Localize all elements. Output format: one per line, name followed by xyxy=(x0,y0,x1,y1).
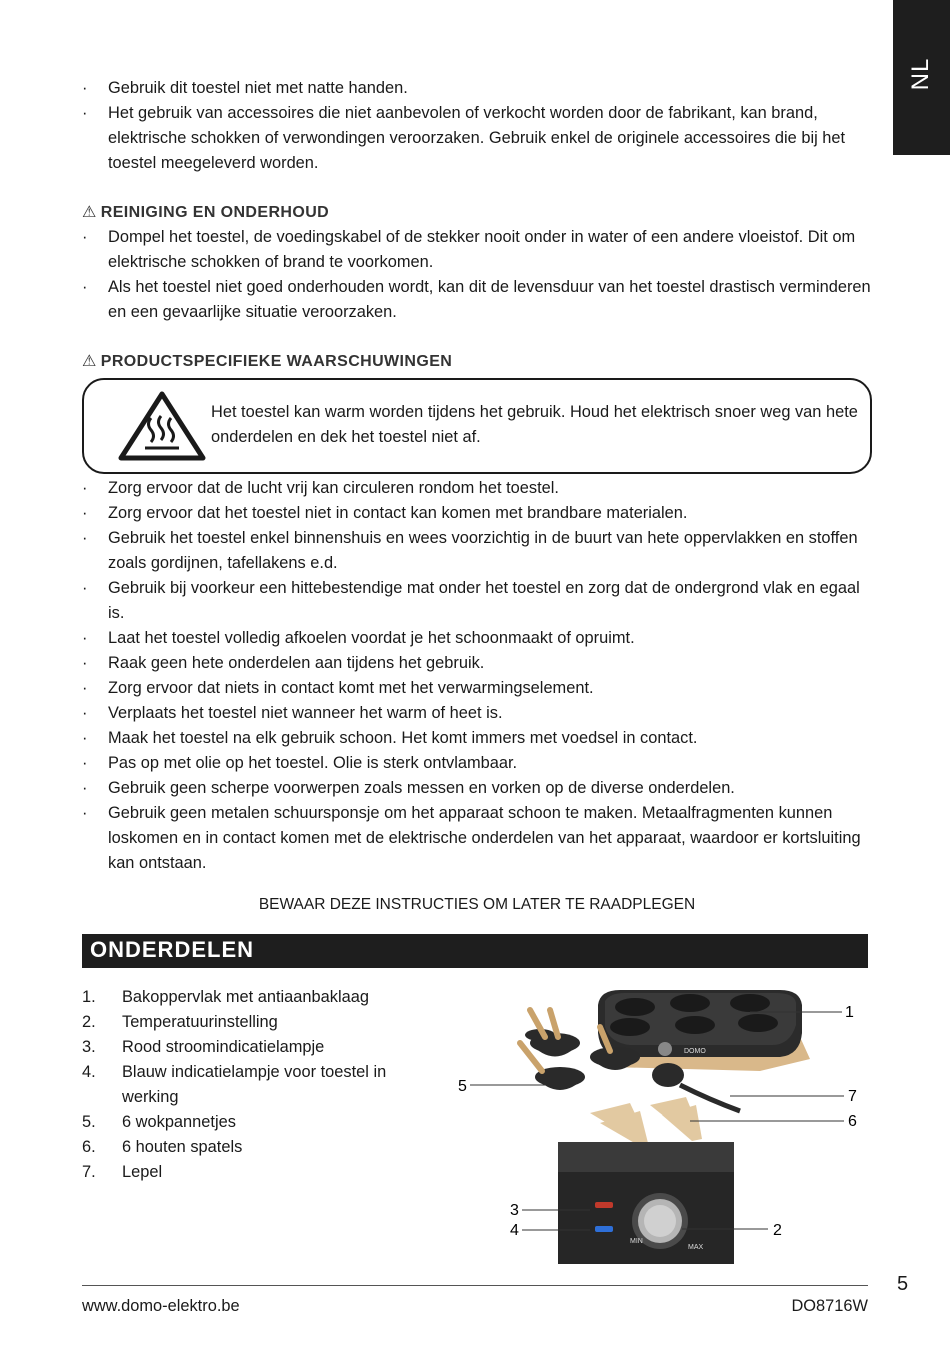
list-item: · Als het toestel niet goed onderhouden wordt, kan dit de levensduur van het toestel drastisch verminderen en een gevaarlijke situatie veroorzaken. xyxy=(82,275,872,325)
list-item: · Gebruik dit toestel niet met natte handen. xyxy=(82,76,872,101)
hot-surface-warning-box xyxy=(82,378,872,474)
parts-heading: ONDERDELEN xyxy=(90,937,255,962)
parts-item-number: 7. xyxy=(82,1163,96,1181)
cleaning-list xyxy=(82,225,872,325)
list-item: · Gebruik geen scherpe voorwerpen zoals messen en vorken op de diverse onderdelen. xyxy=(82,776,872,801)
list-item: · Dompel het toestel, de voedingskabel of de stekker nooit onder in water of een andere vloeistof. Dit om elektrische schokken of brand te voorkomen. xyxy=(82,225,872,275)
callout-7: 7 xyxy=(848,1088,857,1105)
knob-min-label: MIN xyxy=(630,1238,643,1245)
device-brand-text: DOMO xyxy=(684,1048,706,1055)
list-item: · Laat het toestel volledig afkoelen voordat je het schoonmaakt of opruimt. xyxy=(82,626,872,651)
list-item: · Maak het toestel na elk gebruik schoon. Het komt immers met voedsel in contact. xyxy=(82,726,872,751)
parts-item-label: Bakoppervlak met antiaanbaklaag xyxy=(122,988,369,1006)
callout-4: 4 xyxy=(510,1222,519,1239)
list-item: · Raak geen hete onderdelen aan tijdens het gebruik. xyxy=(82,651,872,676)
hot-warning-text: Het toestel kan warm worden tijdens het gebruik. Houd het elektrisch snoer weg van hete onderdelen en dek het toestel niet af. xyxy=(211,403,858,446)
page-number: 5 xyxy=(897,1273,909,1295)
product-heading-text: PRODUCTSPECIFIEKE WAARSCHUWINGEN xyxy=(100,353,453,370)
parts-item xyxy=(82,1135,422,1160)
callout-5: 5 xyxy=(458,1078,467,1095)
footer-divider xyxy=(82,1285,868,1286)
warning-icon: ⚠ xyxy=(82,204,97,221)
warning-icon: ⚠ xyxy=(82,353,97,370)
parts-item-label: Rood stroomindicatielampje xyxy=(122,1038,325,1056)
list-item: · Verplaats het toestel niet wanneer het warm of heet is. xyxy=(82,701,872,726)
parts-item-label: 6 houten spatels xyxy=(122,1138,243,1156)
parts-item-label: Temperatuurinstelling xyxy=(122,1013,278,1031)
parts-item xyxy=(82,1010,422,1035)
parts-item-number: 3. xyxy=(82,1038,96,1056)
parts-item-label: 6 wokpannetjes xyxy=(122,1113,236,1131)
callout-2: 2 xyxy=(773,1222,782,1239)
parts-item-number: 5. xyxy=(82,1113,96,1131)
hot-surface-icon xyxy=(117,390,207,462)
parts-heading-bar xyxy=(82,934,868,968)
callout-1: 1 xyxy=(845,1004,854,1021)
parts-item-number: 4. xyxy=(82,1063,96,1081)
section-heading-cleaning xyxy=(82,200,872,225)
parts-item-number: 6. xyxy=(82,1138,96,1156)
list-item: · Gebruik bij voorkeur een hittebestendige mat onder het toestel en zorg dat de ondergrond vlak en egaal is. xyxy=(82,576,872,626)
list-item: · Zorg ervoor dat het toestel niet in contact kan komen met brandbare materialen. xyxy=(82,501,872,526)
language-tab xyxy=(893,0,950,155)
parts-item xyxy=(82,985,422,1010)
cleaning-heading-text: REINIGING EN ONDERHOUD xyxy=(100,204,330,221)
knob-max-label: MAX xyxy=(688,1244,704,1251)
list-item: · Zorg ervoor dat niets in contact komt met het verwarmingselement. xyxy=(82,676,872,701)
parts-item-label: Lepel xyxy=(122,1163,163,1181)
footer-url: www.domo-elektro.be xyxy=(82,1297,240,1315)
language-label: NL xyxy=(907,57,934,91)
parts-item xyxy=(82,1110,422,1135)
product-illustration xyxy=(450,985,870,1275)
parts-item xyxy=(82,1035,422,1060)
list-item: · Het gebruik van accessoires die niet aanbevolen of verkocht worden door de fabrikant, kan brand, elektrische schokken of verwondingen veroorzaken. Gebruik enkel de originele accessoires die bij het toestel meegeleverd worden. xyxy=(82,101,872,176)
section-heading-product xyxy=(82,349,872,374)
list-item: · Pas op met olie op het toestel. Olie is sterk ontvlambaar. xyxy=(82,751,872,776)
list-item: · Gebruik het toestel enkel binnenshuis en wees voorzichtig in de buurt van hete oppervlakken en stoffen zoals gordijnen, tafellakens e.d. xyxy=(82,526,872,576)
callout-3: 3 xyxy=(510,1202,519,1219)
keep-instructions-note: BEWAAR DEZE INSTRUCTIES OM LATER TE RAADPLEGEN xyxy=(258,896,696,913)
list-item: · Gebruik geen metalen schuursponsje om het apparaat schoon te maken. Metaalfragmenten kunnen loskomen en in contact komen met de elektrische onderdelen van het apparaat, waardoor er kortsluiting kan ontstaan. xyxy=(82,801,872,876)
safety-content xyxy=(82,76,872,917)
parts-item xyxy=(82,1160,422,1185)
parts-item-number: 2. xyxy=(82,1013,96,1031)
footer-model: DO8716W xyxy=(791,1297,868,1315)
parts-item xyxy=(82,1060,422,1110)
callout-6: 6 xyxy=(848,1113,857,1130)
parts-item-number: 1. xyxy=(82,988,96,1006)
parts-list xyxy=(82,985,422,1185)
list-item: · Zorg ervoor dat de lucht vrij kan circuleren rondom het toestel. xyxy=(82,476,872,501)
parts-item-label: Blauw indicatielampje voor toestel in werking xyxy=(122,1063,387,1106)
intro-list xyxy=(82,76,872,176)
product-list xyxy=(82,476,872,876)
